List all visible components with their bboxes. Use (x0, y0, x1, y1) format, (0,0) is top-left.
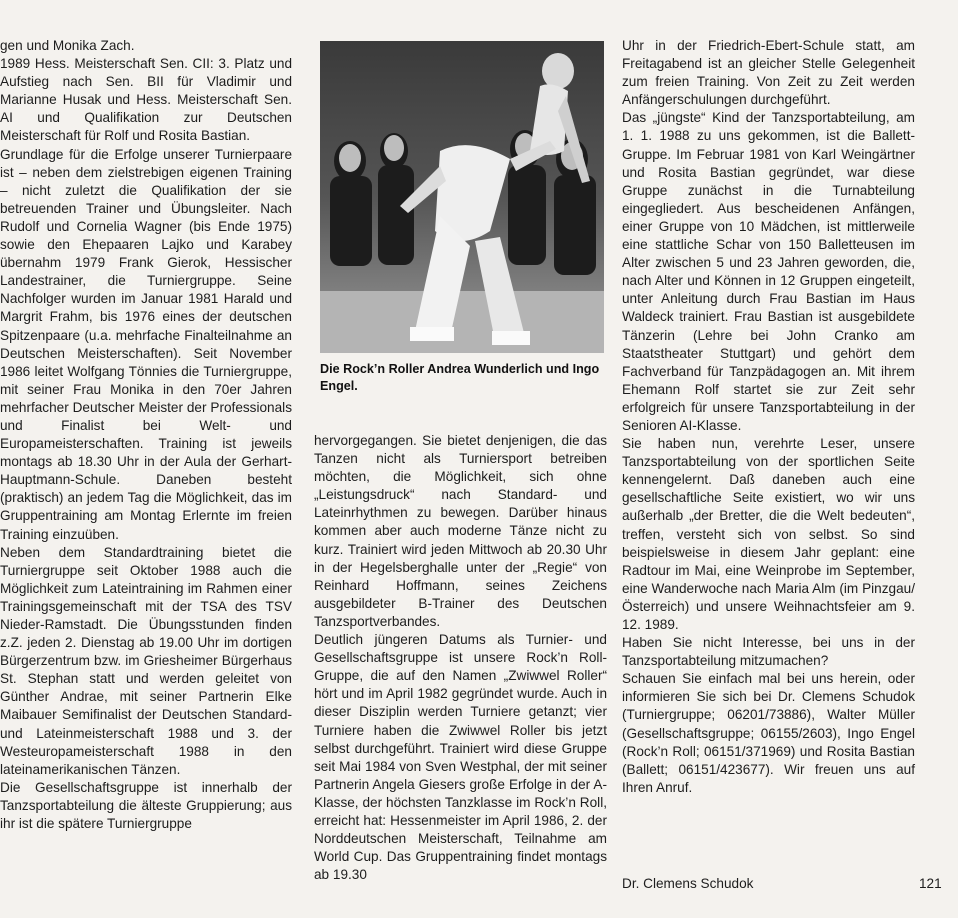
paragraph: 1989 Hess. Meisterschaft Sen. CII: 3. Platz und Aufstieg nach Sen. BII für Vladimir und Marianne Husak und Hess. Meisterschaft Sen. AI und Qualifikation zur Deutschen Meisterschaft für Rolf und Rosita Bastian. (0, 56, 292, 144)
paragraph: Grundlage für die Erfolge unserer Turnierpaare ist – neben dem zielstrebigen eigenen Training – nicht zuletzt die Qualifikation der sie betreuenden Trainer und Übungsleiter. Nach Rudolf und Cornelia Wagner (bis Ende 1975) sowie den Ehepaaren Lajko und Karabey übernahm 1979 Frank Gierok, Hessischer Landestrainer, die Turniergruppe. Seine Nachfolger wurden im Januar 1981 Harald und Margrit Frahm, bis 1976 eines der deutschen Spitzenpaare (u.a. mehrfache Finalteilnahme an Deutschen Meisterschaften). Seit November 1986 leitet Wolfgang Tönnies die Turniergruppe, mit seiner Frau Monika in den 70er Jahren mehrfacher Deutscher Meister der Professionals und Finalist bei Welt- und Europameisterschaften. Training ist jeweils montags ab 18.30 Uhr in der Aula der Gerhart-Hauptmann-Schule. Daneben besteht (praktisch) an jedem Tag die Möglichkeit, das im Gruppentraining am Montag Erlernte im freien Training einzuüben. (0, 146, 292, 542)
right-column (622, 37, 915, 797)
dance-photo-illustration (320, 41, 604, 353)
paragraph: Deutlich jüngeren Datums als Turnier- und Gesellschaftsgruppe ist unsere Rock’n Roll-Gruppe, die auf den Namen „Zwiwwel Roller“ hört und im April 1982 gegründet wurde. Auch in dieser Disziplin werden Turniere getanzt; vier Turniere haben die Zwiwwel Roller bis jetzt selbst durchgeführt. Trainiert wird diese Gruppe seit Mai 1984 von Sven Westphal, der mit seiner Partnerin Angela Giesers große Erfolge in der A-Klasse, der höchsten Tanzklasse im Rock’n Roll, erreicht hat: Hessenmeister im April 1986, 2. der Norddeutschen Meisterschaft, Teilnahme am World Cup. Das Gruppentraining findet montags ab 19.30 (314, 632, 607, 883)
paragraph: Schauen Sie einfach mal bei uns herein, oder informieren Sie sich bei Dr. Clemens Schudok (Turniergruppe; 06201/73886), Walter Müller (Gesellschaftsgruppe; 06155/2603), Ingo Engel (Rock’n Roll; 06151/371969) und Rosita Bastian (Ballett; 06151/423677). Wir freuen uns auf Ihren Anruf. (622, 671, 915, 795)
paragraph: Sie haben nun, verehrte Leser, unsere Tanzsportabteilung von der sportlichen Seite kennengelernt. Daß daneben auch eine gesellschaftliche Seite existiert, wo wir uns außerhalb „der Bretter, die die Welt bedeuten“, treffen, versteht sich von selbst. So sind beispielsweise in diesem Jahr geplant: eine Radtour im Mai, eine Weinprobe im September, eine Wanderwoche nach Maria Alm (im Pinzgau/Österreich) und unsere Weihnachtsfeier am 9. 12. 1989. (622, 436, 915, 632)
paragraph: Haben Sie nicht Interesse, bei uns in der Tanzsportabteilung mitzumachen? (622, 635, 915, 669)
page-number: 121 (919, 876, 942, 891)
author-signature: Dr. Clemens Schudok (622, 876, 754, 891)
paragraph: Uhr in der Friedrich-Ebert-Schule statt, am Freitagabend ist an gleicher Stelle Gelegenheit zum freien Training. Von Zeit zu Zeit werden Anfängerschulungen durchgeführt. (622, 38, 915, 108)
paragraph: hervorgegangen. Sie bietet denjenigen, die das Tanzen nicht als Turniersport betreiben möchten, die Möglichkeit, sich ohne „Leistungsdruck“ nach Standard- und Lateinrhythmen zu bewegen. Darüber hinaus kommen aber auch moderne Tänze nicht zu kurz. Trainiert wird jeden Mittwoch ab 20.30 Uhr in der Hegelsberghalle unter der „Regie“ von Reinhard Hoffmann, seines Zeichens ausgebildeter B-Trainer des Deutschen Tanzsportverbandes. (314, 433, 607, 629)
middle-column (314, 432, 607, 884)
rock-n-roll-dance-photo (320, 41, 604, 353)
paragraph: Die Gesellschaftsgruppe ist innerhalb der Tanzsportabteilung die älteste Gruppierung; aus ihr ist die spätere Turniergruppe (0, 779, 292, 832)
paragraph: Das „jüngste“ Kind der Tanzsportabteilung, am 1. 1. 1988 zu uns gekommen, ist die Ballett-Gruppe. Im Februar 1981 von Karl Weingärtner und Rosita Bastian gegründet, war diese Gruppe zunächst in die Turnabteilung eingegliedert. Aus bescheidenen Anfängen, einer Gruppe von 10 Mädchen, ist mittlerweile eine stattliche Schar von 150 Balletteusen im Alter zwischen 5 und 23 Jahren geworden, die, nach Alter und Können in 12 Gruppen eingeteilt, unter Anleitung durch Frau Bastian im Haus Waldeck trainiert. Frau Bastian ist ausgebildete Tänzerin (Lehre bei John Cranko am Staatstheater Stuttgart) und gehört dem Fachverband für Tanzpädagogen an. Mit ihrem Ehemann Rolf startet sie zur Zeit sehr erfolgreich für unsere Tanzsportabteilung in der Senioren AI-Klasse. (622, 110, 915, 433)
paragraph: gen und Monika Zach. (0, 38, 135, 53)
left-column (0, 37, 292, 833)
paragraph: Neben dem Standardtraining bietet die Turniergruppe seit Oktober 1988 auch die Möglichkeit zum Lateintraining im Rahmen einer Trainingsgemeinschaft mit der TSA des TSV Nieder-Ramstadt. Die Übungsstunden finden z.Z. jeden 2. Dienstag ab 19.00 Uhr im dortigen Bürgerzentrum bzw. im Griesheimer Bürgerhaus St. Stephan statt und werden geleitet von Günther Andrae, mit seiner Partnerin Elke Maibauer Semifinalist der Deutschen Standard- und Lateinmeisterschaft 1988 und 3. der Westeuropameisterschaft 1988 in den lateinamerikanischen Tänzen. (0, 544, 292, 777)
photo-caption: Die Rock’n Roller Andrea Wunderlich und Ingo Engel. (320, 362, 600, 393)
